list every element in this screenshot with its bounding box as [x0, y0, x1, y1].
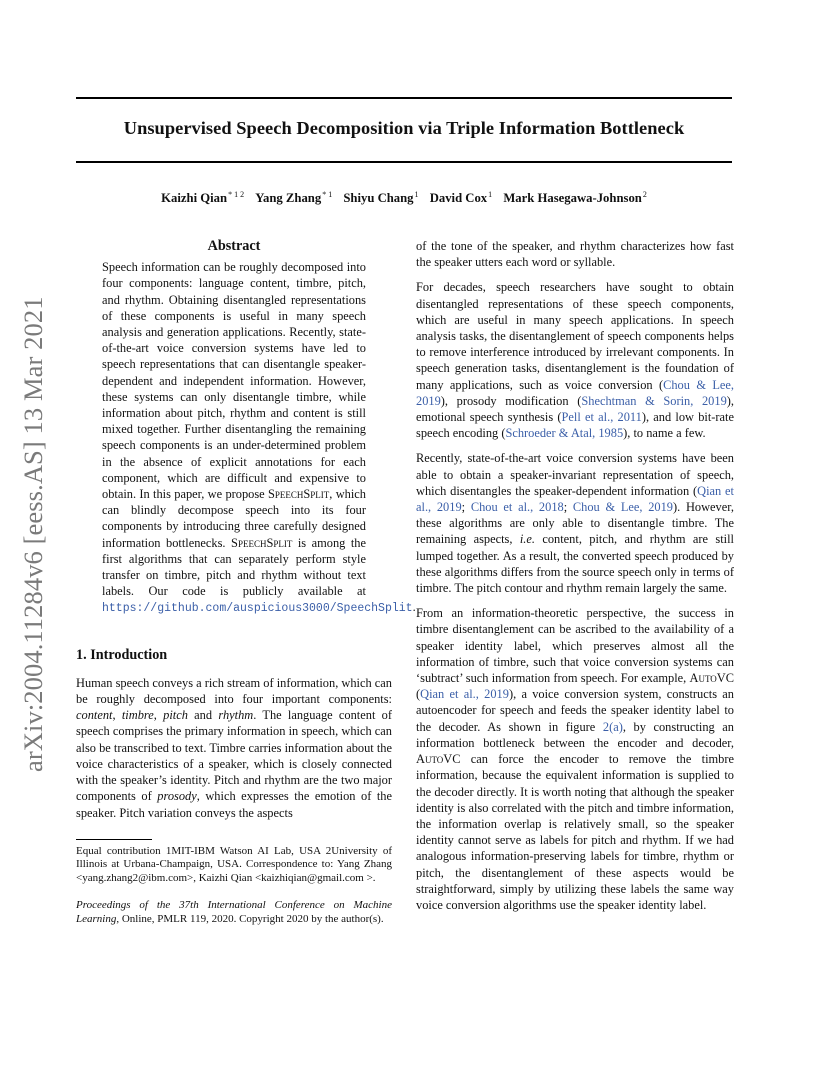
- right-column: [416, 238, 734, 922]
- intro-paragraph: Human speech conveys a rich stream of information, which can be roughly decomposed into four important components: content, timbre, pitch and rhythm. The language content of speech comprises the primary information in speech, which can also be transcribed to text. Timbre carries information about the voice characteristics of a speaker, which is closely connected with the speaker’s identity. Pitch and rhythm are the two major components of prosody, which expresses the emotion of the speaker. Pitch variation conveys the aspects: [76, 675, 392, 820]
- author-2: Yang Zhang$^{* 1}$: [255, 189, 333, 205]
- paragraph: For decades, speech researchers have sought to obtain disentangled representations of these speech components, which are useful in many speech applications. In speech analysis tasks, the disentanglement of speech components helps to remove interference introduced by irrelevant components. In speech generation tasks, disentanglement is the foundation of many applications, such as voice conversion (Chou & Lee, 2019), prosody modification (Shechtman & Sorin, 2019), emotional speech synthesis (Pell et al., 2011), and low bit-rate speech encoding (Schroeder & Atal, 1985), to name a few.: [416, 280, 734, 441]
- method-name: AutoVC: [689, 671, 734, 686]
- author-4: David Cox$^1$: [429, 189, 493, 205]
- citation-link[interactable]: Qian et al., 2019: [420, 687, 509, 702]
- title-rule-top: [76, 97, 732, 99]
- author-3: Shiyu Chang$^1$: [343, 189, 419, 205]
- proceedings-note: Proceedings of the 37th International Conference on Machine Learning, Online, PMLR 119, 2020. Copyright 2020 by the author(s).: [76, 899, 392, 925]
- title-rule-bottom: [76, 161, 732, 163]
- citation-link[interactable]: Qian et al., 2019: [416, 483, 734, 515]
- footnote-rule: [76, 839, 152, 840]
- left-column: [76, 238, 416, 926]
- paragraph: Recently, state-of-the-art voice conversion systems have been able to obtain a speaker-invariant representation of speech, which disentangles the speaker-dependent information (Qian et al., 2019; Chou et al., 2018; Chou & Lee, 2019). However, these algorithms are only able to disentangle timbre. The remaining aspects, i.e. content, pitch, and rhythm are still lumped together. As a result, the converted speech produced by these algorithms differs from the source speech only in terms of timbre. The pitch contour and rhythm remain largely the same.: [416, 451, 734, 596]
- method-name: SpeechSplit: [268, 487, 330, 502]
- paragraph: of the tone of the speaker, and rhythm characterizes how fast the speaker utters each word or syllable.: [416, 239, 734, 270]
- citation-link[interactable]: Shechtman & Sorin, 2019: [581, 393, 727, 408]
- citation-link[interactable]: Schroeder & Atal, 1985: [505, 426, 624, 441]
- method-name: AutoVC: [416, 752, 461, 767]
- author-list: [76, 191, 732, 206]
- citation-link[interactable]: Chou & Lee, 2019: [416, 377, 734, 408]
- figure-link[interactable]: 2(a): [602, 719, 623, 734]
- code-link[interactable]: https://github.com/auspicious3000/SpeechSplit: [102, 602, 413, 616]
- paper-title: Unsupervised Speech Decomposition via Triple Information Bottleneck: [123, 118, 685, 138]
- method-name: SpeechSplit: [231, 535, 293, 550]
- section-heading-introduction: 1. Introduction: [76, 646, 168, 663]
- abstract-heading: Abstract: [207, 238, 261, 254]
- author-1: Kaizhi Qian$^{* 1 2}$: [161, 189, 245, 205]
- author-5: Mark Hasegawa-Johnson$^2$: [503, 189, 647, 205]
- citation-link[interactable]: Chou & Lee, 2019: [572, 500, 674, 515]
- affiliation-footnote: Equal contribution 1MIT-IBM Watson AI Lab, USA 2University of Illinois at Urbana-Champaign, USA. Correspondence to: Yang Zhang <yang.zhang2@ibm.com>, Kaizhi Qian <kaizhiqian@gmail.com >.: [76, 844, 392, 884]
- arxiv-stamp: arXiv:2004.11284v6 [eess.AS] 13 Mar 2021: [18, 296, 48, 772]
- paragraph: From an information-theoretic perspective, the success in timbre disentanglement can be ascribed to the availability of a speaker identity label, which preserves almost all the information of timbre, such that voice conversion systems can ‘subtract’ such information from speech. For example, AutoVC (Qian et al., 2019), a voice conversion system, constructs an autoencoder for speech and feeds the speaker identity label to the decoder. As shown in figure 2(a), by constructing an information bottleneck between the encoder and decoder, AutoVC can force the encoder to remove the timbre information, because the equivalent information is supplied to the decoder directly. It is worth noting that although the speaker identity is also correlated with the pitch and timbre information, the information overlap is relatively small, so the speaker identity cannot serve as labels for pitch and rhythm. If we had analogous information-preserving labels for timbre, rhythm or pitch, the disentanglement of these aspects would be straightforward, simply by utilizing these labels the same way voice conversion algorithms use the speaker identity label.: [416, 606, 735, 912]
- citation-link[interactable]: Pell et al., 2011: [561, 410, 642, 425]
- citation-link[interactable]: Chou et al., 2018: [470, 500, 564, 515]
- abstract-text: Speech information can be roughly decomposed into four components: language content, timbre, pitch, and rhythm. Obtaining disentangled representations of these components is useful in many speech analysis and generation applications. Recently, state-of-the-art voice conversion systems have led to speech representations that can disentangle speaker-dependent and independent information. However, these systems can only disentangle timbre, while information about pitch, rhythm and content is still mixed together. Further disentangling the remaining speech components is an under-determined problem in the absence of explicit annotations for each component, which are difficult and expensive to obtain. In this paper, we propose SpeechSplit, which can blindly decompose speech into its four components by introducing three carefully designed information bottlenecks. SpeechSplit is among the first algorithms that can separately perform style transfer on timbre, pitch and rhythm without text labels. Our code is publicly available at https://github.com/auspicious3000/SpeechSplit.: [102, 260, 416, 616]
